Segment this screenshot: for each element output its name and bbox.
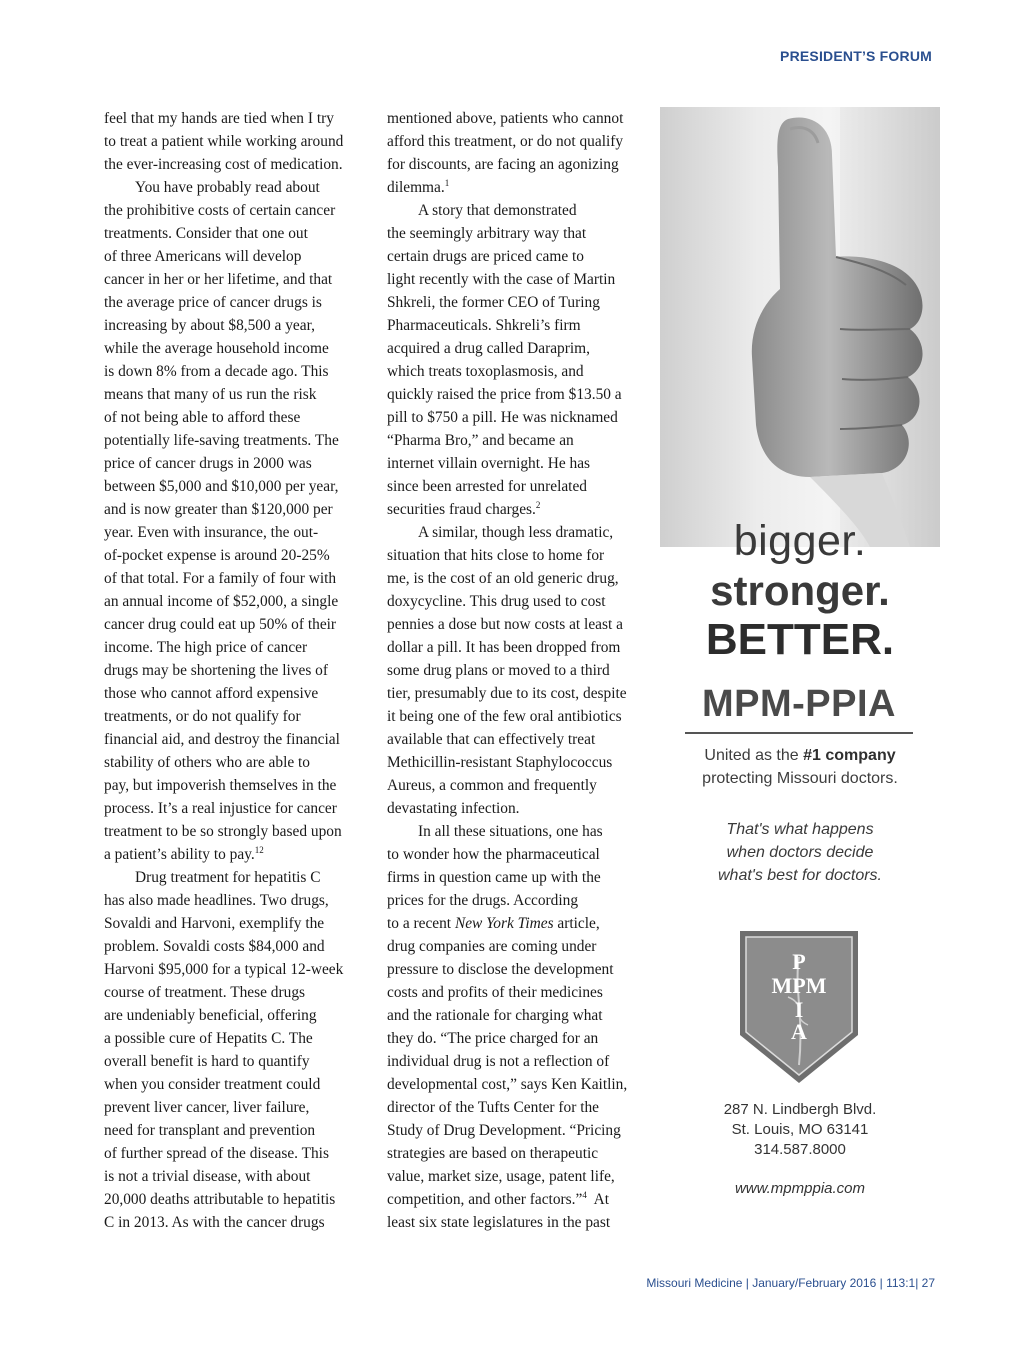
text-line: cancer in her or her lifetime, and that	[104, 271, 333, 288]
text-line: drug companies are coming under	[387, 938, 597, 955]
text-line: pay, but impoverish themselves in the	[104, 777, 337, 794]
text-line: Methicillin-resistant Staphylococcus	[387, 754, 613, 771]
ad-website-link[interactable]: www.mpmppia.com	[734, 1180, 866, 1197]
text-line: of three Americans will develop	[104, 248, 302, 265]
text-line: value, market size, usage, patent life,	[387, 1168, 615, 1185]
text-fragment: dilemma.	[387, 179, 445, 196]
ad-brand-name: MPM-PPIA	[702, 683, 896, 725]
text-fragment: securities fraud charges.	[387, 501, 536, 518]
text-line: quickly raised the price from $13.50 a	[387, 386, 622, 403]
text-line: between $5,000 and $10,000 per year,	[104, 478, 339, 495]
text-line: treatments, or do not qualify for	[104, 708, 301, 725]
publication-title: New York Times	[454, 915, 554, 932]
text-line: strategies are based on therapeutic	[387, 1145, 599, 1162]
text-line: of that total. For a family of four with	[104, 570, 337, 587]
text-line: Harvoni $95,000 for a typical 12-week	[104, 961, 344, 978]
text-line	[387, 176, 655, 199]
text-line: means that many of us run the risk	[104, 386, 317, 403]
text-line: has also made headlines. Two drugs,	[104, 892, 329, 909]
text-line: afford this treatment, or do not qualify	[387, 133, 624, 150]
thumbs-up-photo	[660, 107, 940, 547]
text-line: Aureus, a common and frequently	[387, 777, 597, 794]
text-line: A similar, though less dramatic,	[418, 524, 614, 541]
text-line: a possible cure of Hepatits C. The	[104, 1030, 313, 1047]
footnote-ref: 1	[444, 178, 450, 188]
text-line: is not a trivial disease, with about	[104, 1168, 311, 1185]
mpm-ppia-shield-logo	[736, 927, 862, 1087]
text-line: certain drugs are priced came to	[387, 248, 584, 265]
text-line: C in 2013. As with the cancer drugs	[104, 1214, 325, 1231]
text-line: to treat a patient while working around	[104, 133, 344, 150]
text-line: the average price of cancer drugs is	[104, 294, 322, 311]
ad-headline-bigger: bigger.	[733, 517, 867, 565]
text-line: 20,000 deaths attributable to hepatitis	[104, 1191, 336, 1208]
ad-tagline-line: when doctors decide	[726, 844, 874, 861]
text-line: increasing by about $8,500 a year,	[104, 317, 315, 334]
text-line: income. The high price of cancer	[104, 639, 308, 656]
text-line: developmental cost,” says Ken Kaitlin,	[387, 1076, 628, 1093]
ad-tagline	[675, 818, 925, 887]
text-fragment: a patient’s ability to pay.	[104, 846, 255, 863]
text-line: Shkreli, the former CEO of Turing	[387, 294, 600, 311]
text-fragment: to a recent	[387, 915, 455, 932]
text-line	[387, 1188, 655, 1211]
text-line: dollar a pill. It has been dropped from	[387, 639, 621, 656]
text-line	[387, 912, 655, 935]
text-line: costs and profits of their medicines	[387, 984, 603, 1001]
text-line: those who cannot afford expensive	[104, 685, 319, 702]
text-line: In all these situations, one has	[418, 823, 603, 840]
text-line: internet villain overnight. He has	[387, 455, 591, 472]
text-line: pennies a dose but now costs at least a	[387, 616, 623, 633]
shield-letter: I	[794, 997, 804, 1022]
text-fragment: article,	[553, 915, 600, 932]
text-line: treatments. Consider that one out	[104, 225, 308, 242]
text-line: me, is the cost of an old generic drug,	[387, 570, 619, 587]
shield-letter: P	[792, 949, 806, 974]
footnote-ref: 4	[582, 1190, 587, 1200]
text-line: devastating infection.	[387, 800, 520, 817]
text-line: drugs may be shortening the lives of	[104, 662, 328, 679]
ad-address-street: 287 N. Lindbergh Blvd.	[723, 1101, 877, 1118]
text-line: acquired a drug called Daraprim,	[387, 340, 590, 357]
text-line: it being one of the few oral antibiotics	[387, 708, 622, 725]
text-line: while the average household income	[104, 340, 329, 357]
shield-letter: A	[791, 1019, 807, 1044]
text-line: director of the Tufts Center for the	[387, 1099, 600, 1116]
text-line: and the rationale for charging what	[387, 1007, 603, 1024]
ad-headline-stronger: stronger.	[710, 567, 890, 614]
page-footer-citation: Missouri Medicine | January/February 2016 | 113:1| 27	[646, 1276, 935, 1290]
text-line: mentioned above, patients who cannot	[387, 110, 624, 127]
text-line: of further spread of the disease. This	[104, 1145, 329, 1162]
text-line: the seemingly arbitrary way that	[387, 225, 587, 242]
text-line: light recently with the case of Martin	[387, 271, 616, 288]
text-line: and is now greater than $120,000 per	[104, 501, 333, 518]
text-line: pressure to disclose the development	[387, 961, 614, 978]
text-line: process. It’s a real injustice for cancer	[104, 800, 337, 817]
text-line: available that can effectively treat	[387, 731, 596, 748]
ad-divider	[685, 732, 913, 734]
text-line: some drug plans or moved to a third	[387, 662, 610, 679]
ad-phone: 314.587.8000	[754, 1141, 846, 1158]
text-line: You have probably read about	[135, 179, 320, 196]
text-line: when you consider treatment could	[104, 1076, 321, 1093]
ad-claim-bold: #1 company	[803, 747, 896, 764]
text-line: need for transplant and prevention	[104, 1122, 316, 1139]
text-line: situation that hits close to home for	[387, 547, 605, 564]
ad-address	[675, 1100, 925, 1160]
text-line: individual drug is not a reflection of	[387, 1053, 610, 1070]
text-line: tier, presumably due to its cost, despite	[387, 685, 627, 702]
ad-headline-better: BETTER.	[705, 615, 895, 664]
text-line: for discounts, are facing an agonizing	[387, 156, 619, 173]
text-line: overall benefit is hard to quantify	[104, 1053, 310, 1070]
text-line: “Pharma Bro,” and became an	[387, 432, 574, 449]
text-line: the prohibitive costs of certain cancer	[104, 202, 336, 219]
text-line: Sovaldi and Harvoni, exemplify the	[104, 915, 325, 932]
text-line: feel that my hands are tied when I try	[104, 110, 334, 127]
ad-claim-text: protecting Missouri doctors.	[702, 770, 898, 787]
text-line: problem. Sovaldi costs $84,000 and	[104, 938, 325, 955]
ad-tagline-line: what's best for doctors.	[717, 867, 882, 884]
ad-claim	[675, 744, 925, 790]
footnote-ref: 2	[535, 500, 541, 510]
text-line: course of treatment. These drugs	[104, 984, 306, 1001]
text-line: pill to $750 a pill. He was nicknamed	[387, 409, 618, 426]
text-line: prevent liver cancer, liver failure,	[104, 1099, 310, 1116]
text-line: they do. “The price charged for an	[387, 1030, 599, 1047]
text-line: the ever-increasing cost of medication.	[104, 156, 343, 173]
text-line: an annual income of $52,000, a single	[104, 593, 339, 610]
text-line: prices for the drugs. According	[387, 892, 579, 909]
text-line: treatment to be so strongly based upon	[104, 823, 342, 840]
text-line: least six state legislatures in the past	[387, 1214, 611, 1231]
text-line: to wonder how the pharmaceutical	[387, 846, 600, 863]
text-line: Drug treatment for hepatitis C	[135, 869, 321, 886]
text-fragment: competition, and other factors.”	[387, 1191, 583, 1208]
text-line	[104, 843, 374, 866]
ad-claim-text: United as the	[704, 747, 804, 764]
text-line: of not being able to afford these	[104, 409, 301, 426]
text-line: financial aid, and destroy the financial	[104, 731, 340, 748]
thumbs-up-icon	[660, 107, 940, 547]
text-line: A story that demonstrated	[418, 202, 577, 219]
text-fragment: At	[593, 1191, 610, 1208]
ad-tagline-line: That's what happens	[726, 821, 874, 838]
text-line: price of cancer drugs in 2000 was	[104, 455, 312, 472]
text-line: potentially life-saving treatments. The	[104, 432, 339, 449]
text-line: is down 8% from a decade ago. This	[104, 363, 329, 380]
text-line: Study of Drug Development. “Pricing	[387, 1122, 621, 1139]
footnote-ref: 12	[254, 845, 264, 855]
article-column-2	[387, 107, 655, 1234]
article-column-1	[104, 107, 374, 1234]
ad-address-city: St. Louis, MO 63141	[731, 1121, 869, 1138]
text-line: of-pocket expense is around 20-25%	[104, 547, 330, 564]
text-line: since been arrested for unrelated	[387, 478, 587, 495]
shield-letters: MPM	[771, 973, 827, 998]
text-line: firms in question came up with the	[387, 869, 601, 886]
text-line: which treats toxoplasmosis, and	[387, 363, 584, 380]
text-line: stability of others who are able to	[104, 754, 311, 771]
text-line: cancer drug could eat up 50% of their	[104, 616, 337, 633]
text-line: doxycycline. This drug used to cost	[387, 593, 606, 610]
advertisement	[660, 107, 940, 1217]
text-line	[387, 498, 655, 521]
text-line: year. Even with insurance, the out-	[104, 524, 319, 541]
text-line: are undeniably beneficial, offering	[104, 1007, 317, 1024]
section-header: PRESIDENT’S FORUM	[780, 48, 932, 64]
text-line: Pharmaceuticals. Shkreli’s firm	[387, 317, 581, 334]
